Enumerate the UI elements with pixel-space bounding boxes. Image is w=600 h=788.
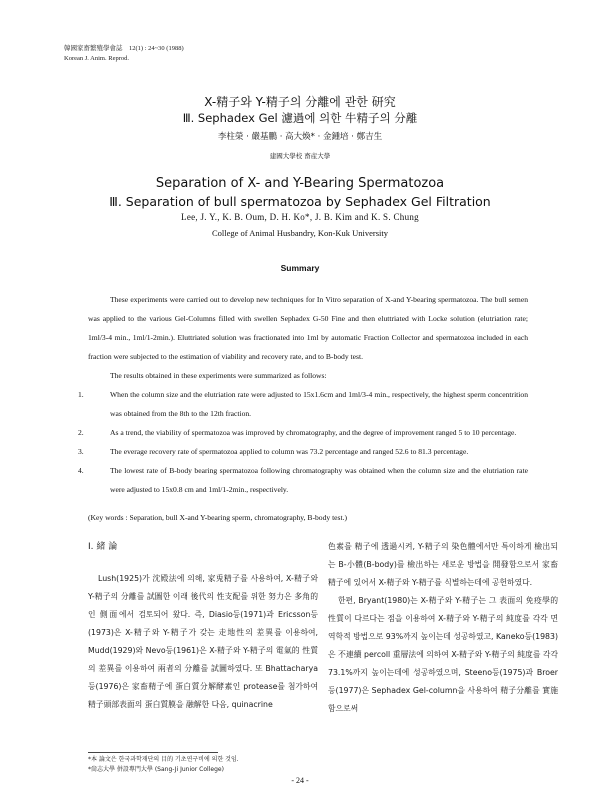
result-item [78,423,528,442]
body-column-left [88,538,318,714]
result-number: 2. [78,428,84,437]
summary-para2: The results obtained in these experiments were summarized as follows: [110,371,327,380]
page-number: - 24 - [291,776,309,785]
result-number: 1. [78,390,84,399]
result-text: As a trend, the viability of spermatozoa was improved by chromatography, and the degree of improvement ranged 5 to 10 percentage. [110,428,517,437]
summary-heading: Summary [280,263,320,273]
result-text: The lowest rate of B-body bearing spermatozoa following chromatography was obtained when the column size and the elutriation rate were adjusted to 15x0.8 cm and 1ml/1-2min., respectively. [110,466,528,494]
footnote-2: *尙志大學 併設專門大學 (Sang-Ji Junior College) [88,766,224,773]
affiliation-ko: 建國大學校 畜産大學 [269,152,331,160]
title-ko-line2: Ⅲ. Sephadex Gel 濾過에 의한 牛精子의 分離 [182,111,418,125]
footnote-1: *本 論文은 한국과학재단의 目的 기초연구비에 의한 것임. [88,756,239,763]
result-text: The everage recovery rate of spermatozoa applied to column was 73.2 percentage and ranged 52.6 to 81.3 percentage. [110,447,469,456]
result-number: 3. [78,447,84,456]
intro-text-right-2: 한편, Bryant(1980)는 X-精子와 Y-精子는 그 表面의 免疫學的 性質이 다르다는 점을 이용하여 X-精子와 Y-精子의 純度를 각각 면역학적 방법으로 93%까지 높이는데 성공하였고, Kaneko등(1983)은 不連續 percoll 重層法에 의하여 X-精子와 Y-精子의 純度를 각각 73.1%까지 높이는데에 성공하였으며, Steeno등(1975)과 Broer등(1977)은 Sephadex Gel-column을 사용하여 精子分離를 實施함으로써 [328,596,558,713]
result-number: 4. [78,466,84,475]
intro-text-right-1: 色素를 精子에 透過시켜, Y-精子의 染色體에서만 특이하게 檢出되는 B-小體(B-body)를 檢出하는 새로운 방법을 開發함으로서 家畜精子에 있어서 X-精子와 Y-精子를 식별하는데에 공헌하였다. [328,542,558,587]
keywords: (Key words : Separation, bull X-and Y-bearing sperm, chromatography, B-body test.) [88,513,348,522]
journal-en: Korean J. Anim. Reprod. [64,55,129,62]
footnote-divider [88,752,218,753]
summary-para1: These experiments were carried out to develop new techniques for In Vitro separation of X-and Y-bearing spermatozoa. The bull semen was applied to the various Gel-Columns filled with swellen Sephadex G-50 Fine and then eluttriated with Locke solution (elutriation rate; 1ml/3-4 min., 1ml/1-2min.). Eluttriated solution was fractionated into 1ml by automatic Fraction Collector and spermatozoa included in each fraction were subjected to the estimation of viability and recovery rate, and to B-body test. [88,295,528,361]
body-column-right [328,538,558,718]
affiliation-en: College of Animal Husbandry, Kon-Kuk University [211,228,389,238]
section-heading-introduction: Ⅰ. 緒 論 [88,542,118,552]
authors-en: Lee, J. Y., K. B. Oum, D. H. Ko*, J. B. Kim and K. S. Chung [181,212,419,222]
title-en-line2: Ⅲ. Separation of bull spermatozoa by Sephadex Gel Filtration [109,194,491,209]
summary-body [78,290,528,499]
results-list [78,385,528,499]
journal-header [64,44,184,64]
result-item [78,385,528,423]
title-ko-line1: X-精子와 Y-精子의 分離에 관한 研究 [204,95,396,109]
result-item [78,461,528,499]
authors-ko: 李柱榮 · 嚴基鵬 · 高大煥* · 金鍾培 · 鄭吉生 [217,132,383,142]
intro-text-left: Lush(1925)가 沈殿法에 의해, 家兎精子를 사용하여, X-精子와 Y-精子의 分離를 試圖한 이래 後代의 性支配를 위한 努力은 多角的인 側面에서 검토되어 왔다. 즉, Diasio등(1971)과 Ericsson등(1973)은 X-精子와 Y-精子가 갖는 走地性의 差異를 이용하여, Mudd(1929)와 Nevo등(1961)은 X-精子와 Y-精子의 電氣的 性質의 差異를 이용하여 兩者의 分離를 試圖하였다. 또 Bhattacharya등(1976)은 家畜精子에 蛋白質分解酵素인 protease를 첨가하여 精子頭部表面의 蛋白質膜을 融解한 다음, quinacrine [88,574,318,709]
result-text: When the column size and the elutriation rate were adjusted to 15x1.6cm and 1ml/3-4 min., respectively, the highest sperm concentrition was obtained from the 8th to the 12th fraction. [110,390,528,418]
journal-ko: 韓國家畜繁殖學會誌 12(1) : 24~30 (1988) [64,45,184,52]
title-en-line1: Separation of X- and Y-Bearing Spermatozoa [155,176,445,191]
result-item [78,442,528,461]
